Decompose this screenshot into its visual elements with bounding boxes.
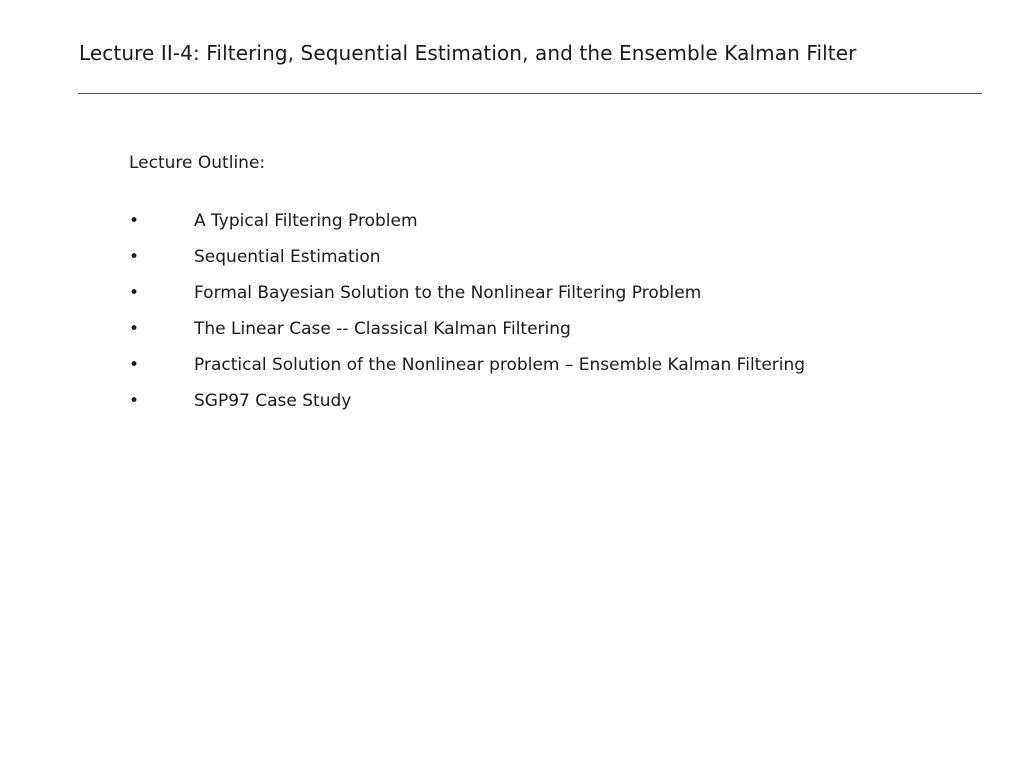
outline-heading: Lecture Outline: [129,153,266,173]
outline-item [129,281,989,317]
bullet-icon: • [129,247,140,267]
bullet-icon: • [129,283,140,303]
slide-body [129,151,989,411]
outline-item [129,389,989,425]
outline-list [129,209,989,425]
slide-title: Lecture II-4: Filtering, Sequential Estimation, and the Ensemble Kalman Filter [79,41,857,65]
outline-item-label: Sequential Estimation [194,247,381,267]
outline-item-label: SGP97 Case Study [194,391,352,411]
outline-item-label: A Typical Filtering Problem [194,211,418,231]
bullet-icon: • [129,391,140,411]
outline-item-label: Formal Bayesian Solution to the Nonlinear Filtering Problem [194,283,702,303]
outline-item-label: The Linear Case -- Classical Kalman Filtering [194,319,571,339]
outline-item [129,245,989,281]
outline-item [129,353,989,389]
bullet-icon: • [129,211,140,231]
outline-item-label: Practical Solution of the Nonlinear problem – Ensemble Kalman Filtering [194,355,806,375]
bullet-icon: • [129,355,140,375]
bullet-icon: • [129,319,140,339]
title-block [79,40,981,67]
outline-item [129,209,989,245]
title-divider [78,93,982,94]
outline-item [129,317,989,353]
